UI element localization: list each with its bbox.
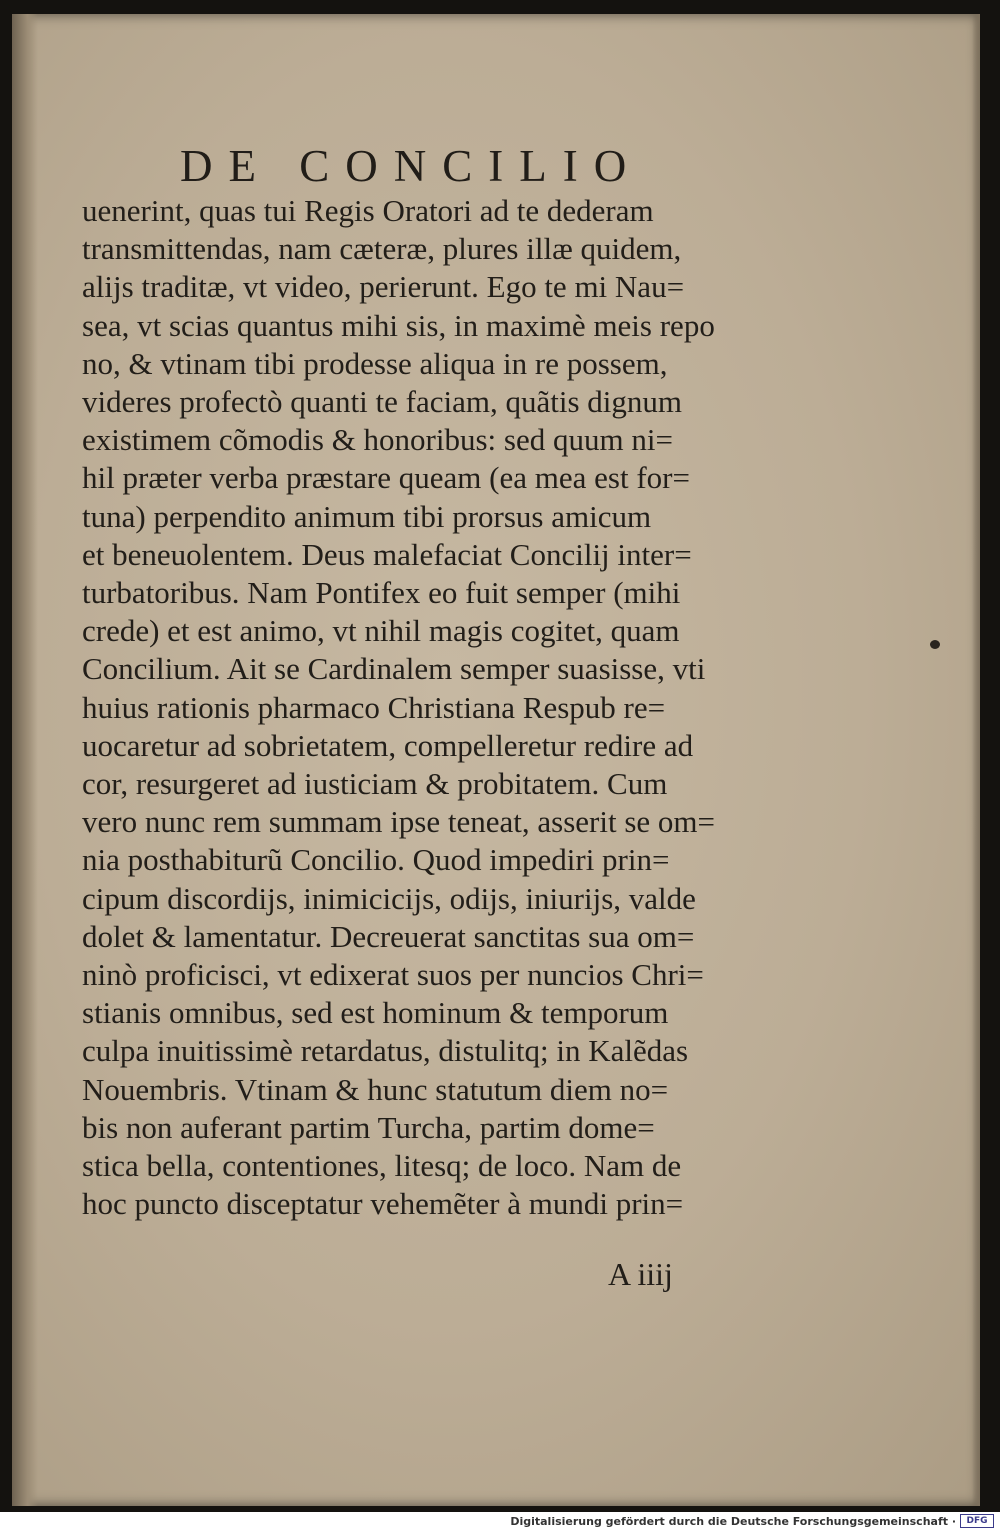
ink-spot	[930, 640, 940, 649]
text-line: et beneuolentem. Deus malefaciat Concilij inter=	[82, 536, 692, 572]
text-line: no, & vtinam tibi prodesse aliqua in re possem,	[82, 345, 668, 381]
text-line: stianis omnibus, sed est hominum & temporum	[82, 995, 669, 1031]
text-line: videres profectò quanti te faciam, quãtis dignum	[82, 384, 683, 420]
text-line: cipum discordijs, inimicicijs, odijs, iniurijs, valde	[82, 880, 696, 916]
digitization-credit: Digitalisierung gefördert durch die Deutsche Forschungsgemeinschaft ·	[510, 1515, 956, 1528]
text-line: tuna) perpendito animum tibi prorsus amicum	[82, 498, 652, 534]
text-line: Nouembris. Vtinam & hunc statutum diem no=	[82, 1071, 669, 1107]
signature-mark: A iiij	[608, 1256, 673, 1292]
dfg-logo-icon: DFG	[960, 1514, 994, 1528]
text-line: Concilium. Ait se Cardinalem semper suasisse, vti	[82, 651, 706, 687]
text-line: bis non auferant partim Turcha, partim dome=	[82, 1109, 655, 1145]
text-line: stica bella, contentiones, litesq; de loco. Nam de	[82, 1148, 682, 1184]
text-line: alijs traditæ, vt video, perierunt. Ego te mi Nau=	[82, 269, 685, 305]
running-head: DE CONCILIO	[180, 141, 643, 191]
text-line: crede) et est animo, vt nihil magis cogitet, quam	[82, 613, 680, 649]
text-line: cor, resurgeret ad iusticiam & probitatem. Cum	[82, 766, 668, 802]
text-line: nia posthabiturũ Concilio. Quod impediri prin=	[82, 842, 670, 878]
text-line: turbatoribus. Nam Pontifex eo fuit semper (mihi	[82, 575, 681, 611]
page-gutter-shadow	[12, 14, 38, 1506]
text-line: dolet & lamentatur. Decreuerat sanctitas sua om=	[82, 918, 695, 954]
text-line: uocaretur ad sobrietatem, compelleretur redire ad	[82, 727, 694, 763]
text-line: hoc puncto disceptatur vehemẽter à mundi prin=	[82, 1186, 684, 1222]
text-line: ninò proficisci, vt edixerat suos per nuncios Chri=	[82, 957, 704, 993]
text-line: huius rationis pharmaco Christiana Respub re=	[82, 689, 666, 725]
text-line: existimem cõmodis & honoribus: sed quum ni=	[82, 422, 673, 458]
body-text	[82, 192, 782, 1223]
text-line: hil præter verba præstare queam (ea mea est for=	[82, 460, 690, 496]
text-line: uenerint, quas tui Regis Oratori ad te dederam	[82, 193, 654, 228]
text-line: vero nunc rem summam ipse teneat, asserit se om=	[82, 804, 716, 840]
text-line: culpa inuitissimè retardatus, distulitq; in Kalẽdas	[82, 1033, 689, 1069]
page-edge-shadow	[972, 14, 980, 1506]
text-line: transmittendas, nam cæteræ, plures illæ quidem,	[82, 231, 682, 267]
text-line: sea, vt scias quantus mihi sis, in maximè meis repo	[82, 307, 715, 343]
